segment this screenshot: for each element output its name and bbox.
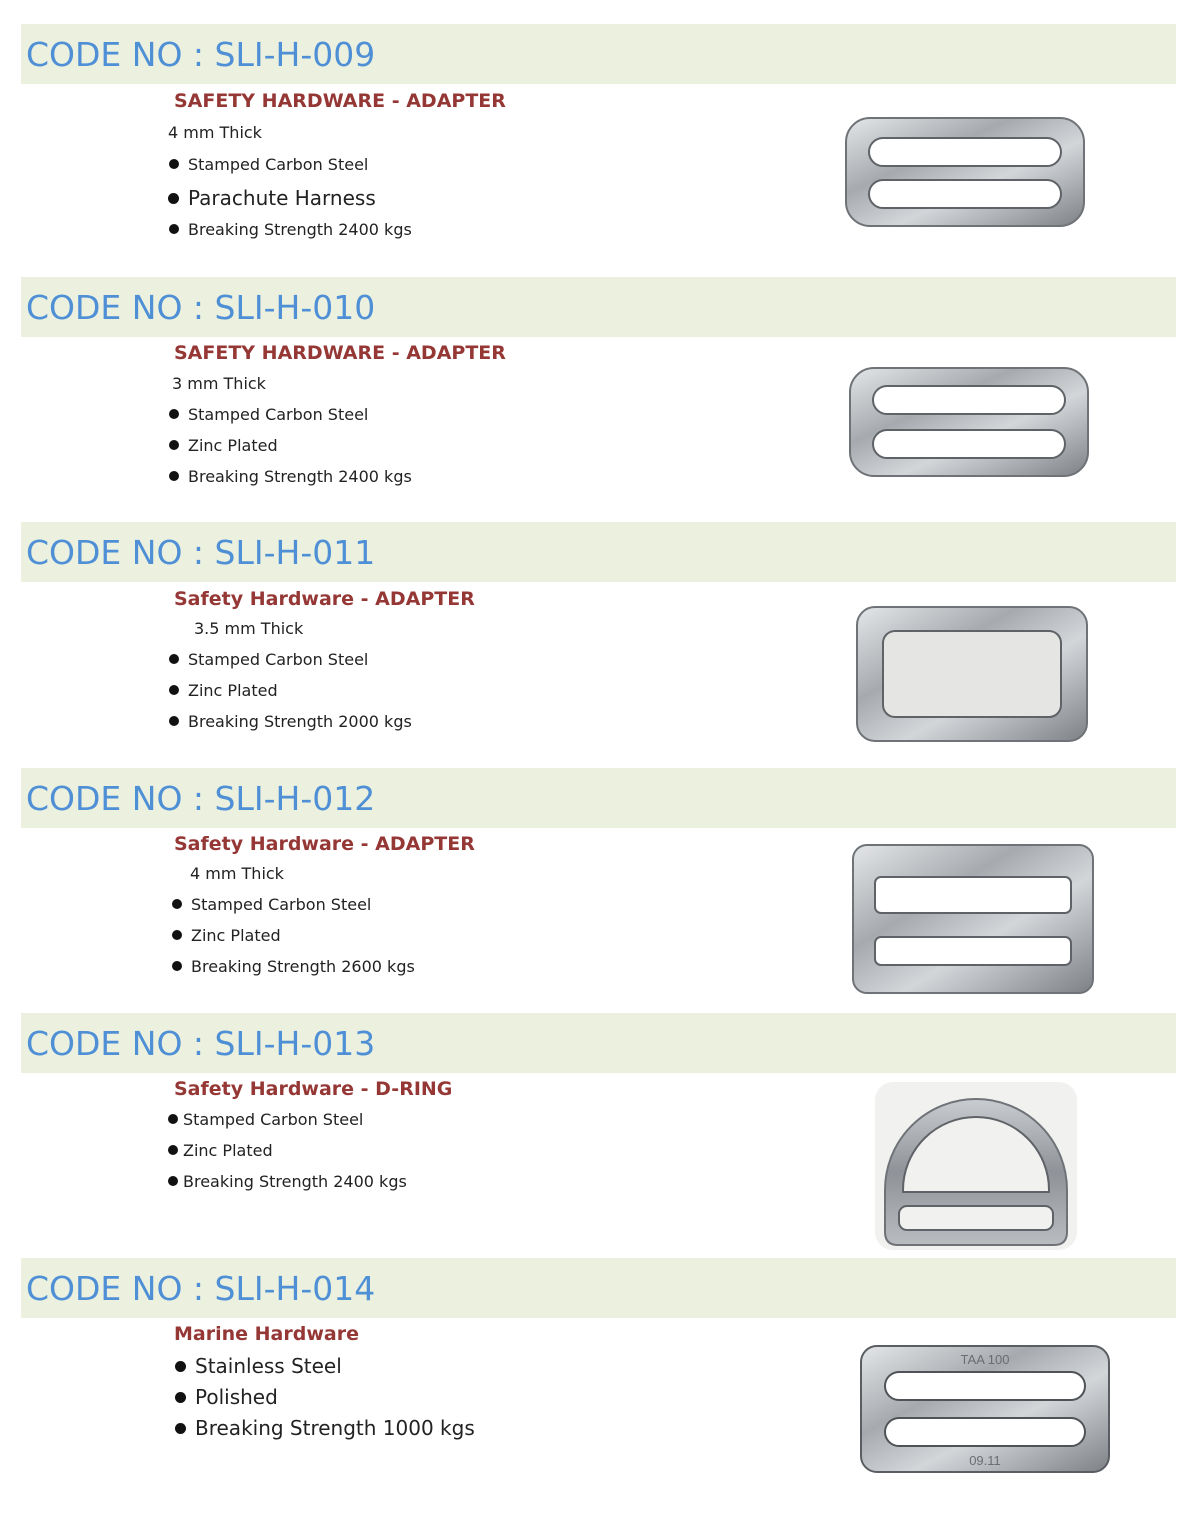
product-code: CODE NO : SLI-H-010 (26, 288, 376, 327)
bullet-icon (169, 409, 179, 419)
marine-adapter-icon (859, 1344, 1113, 1474)
product-code: CODE NO : SLI-H-012 (26, 779, 376, 818)
bullet-icon (169, 471, 179, 481)
bullet-icon (168, 1145, 178, 1155)
spec-bullet: Breaking Strength 2400 kgs (169, 469, 412, 485)
spec-bullet: Breaking Strength 2600 kgs (172, 959, 415, 975)
product-code: CODE NO : SLI-H-013 (26, 1024, 376, 1063)
bullet-icon (169, 685, 179, 695)
product-code: CODE NO : SLI-H-014 (26, 1269, 376, 1308)
product-title: Safety Hardware - ADAPTER (174, 833, 475, 855)
stamp-top: TAA 100 (960, 1352, 1010, 1367)
spec-bullet: Zinc Plated (168, 1143, 273, 1159)
adapter-two-slot-icon (844, 116, 1088, 230)
spec-bullet: Stainless Steel (175, 1356, 342, 1376)
spec-bullet: Stamped Carbon Steel (168, 1112, 363, 1128)
stamp-bottom: 09.11 (969, 1453, 1001, 1468)
spec-bullet: Stamped Carbon Steel (169, 652, 368, 668)
bullet-icon (175, 1392, 186, 1403)
bullet-icon (169, 716, 179, 726)
thickness-spec: 4 mm Thick (190, 864, 284, 883)
thickness-spec: 4 mm Thick (168, 123, 262, 142)
product-title: Safety Hardware - ADAPTER (174, 588, 475, 610)
spec-bullet: Stamped Carbon Steel (169, 407, 368, 423)
spec-bullet: Stamped Carbon Steel (172, 897, 371, 913)
bullet-icon (172, 899, 182, 909)
bullet-icon (169, 440, 179, 450)
product-title: Marine Hardware (174, 1323, 359, 1345)
bullet-icon (172, 961, 182, 971)
spec-bullet: Stamped Carbon Steel (169, 157, 368, 173)
bullet-icon (169, 159, 179, 169)
spec-bullet: Breaking Strength 2400 kgs (168, 1174, 407, 1190)
bullet-icon (175, 1423, 186, 1434)
spec-bullet: Breaking Strength 2000 kgs (169, 714, 412, 730)
bullet-icon (172, 930, 182, 940)
spec-bullet: Polished (175, 1387, 278, 1407)
bullet-icon (175, 1361, 186, 1372)
bullet-icon (168, 1114, 178, 1124)
product-code: CODE NO : SLI-H-009 (26, 35, 376, 74)
bullet-icon (168, 1176, 178, 1186)
adapter-two-window-icon (851, 843, 1095, 995)
spec-bullet: Zinc Plated (172, 928, 281, 944)
bullet-icon (169, 224, 179, 234)
spec-bullet: Zinc Plated (169, 683, 278, 699)
spec-bullet: Parachute Harness (168, 188, 376, 208)
d-ring-icon (875, 1082, 1077, 1250)
adapter-single-window-icon (855, 605, 1091, 745)
spec-bullet: Zinc Plated (169, 438, 278, 454)
thickness-spec: 3 mm Thick (172, 374, 266, 393)
thickness-spec: 3.5 mm Thick (194, 619, 304, 638)
product-title: SAFETY HARDWARE - ADAPTER (174, 342, 506, 364)
adapter-two-slot-icon (848, 366, 1092, 480)
product-title: SAFETY HARDWARE - ADAPTER (174, 90, 506, 112)
spec-bullet: Breaking Strength 2400 kgs (169, 222, 412, 238)
product-title: Safety Hardware - D-RING (174, 1078, 453, 1100)
bullet-icon (168, 193, 179, 204)
bullet-icon (169, 654, 179, 664)
spec-bullet: Breaking Strength 1000 kgs (175, 1418, 475, 1438)
product-code: CODE NO : SLI-H-011 (26, 533, 376, 572)
